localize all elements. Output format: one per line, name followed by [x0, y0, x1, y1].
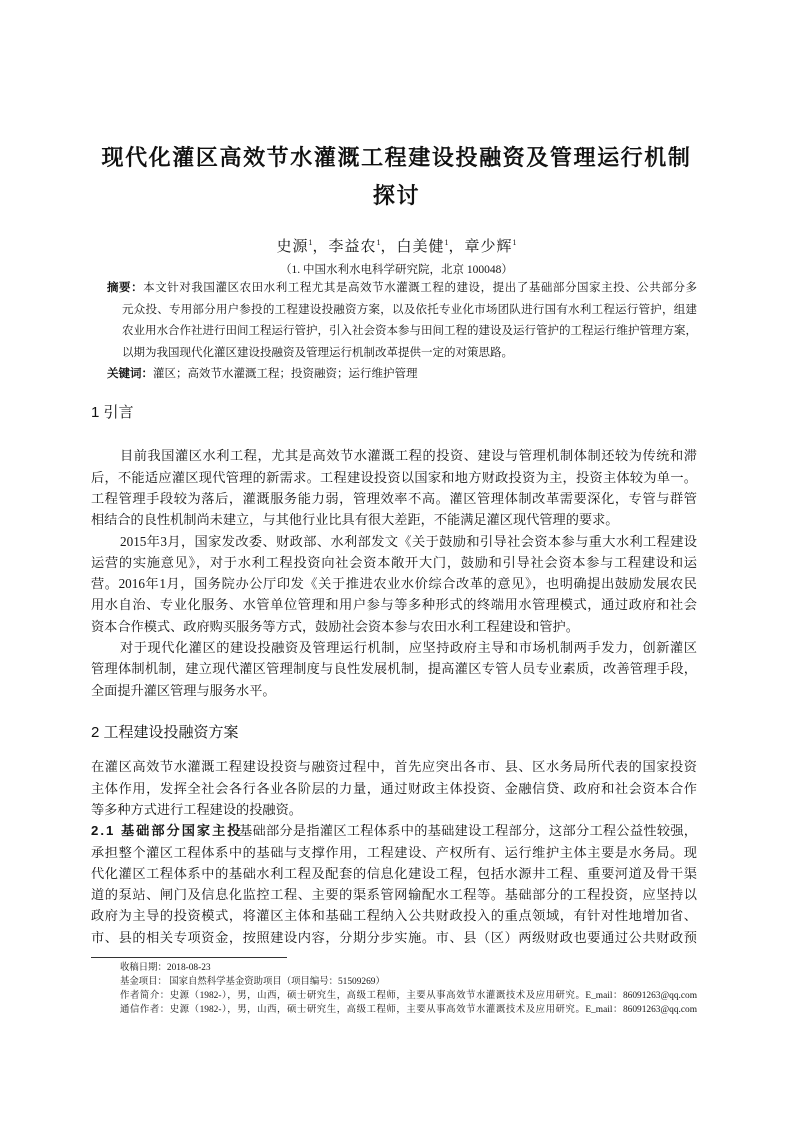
footnote-funding: 基金项目： 国家自然科学基金资助项目（项目编号：51509269）	[120, 977, 385, 987]
body-line: 基础部分是指灌区工程体系中的基础建设工程部分，这部分工程公益性较强，	[239, 823, 697, 839]
section-2-body	[91, 756, 697, 948]
abstract-line: 元众投、专用部分用户参投的工程建设投融资方案，以及依托专业化市场团队进行国有水利工程运行管护，组建	[122, 303, 697, 316]
footnote-author-bio: 作者简介：史源（1982-），男，山西，硕士研究生，高级工程师，主要从事高效节水灌溉技术及应用研究。E_mail：86091263@qq.com	[120, 991, 697, 1001]
body-line: 管理体制机制，建立现代灌区管理制度与良性发展机制，提高灌区专管人员专业素质，改善管理手段，	[91, 661, 697, 677]
body-line: 承担整个灌区工程体系中的基础与支撑作用，工程建设、产权所有、运行维护主体主要是水务局。现	[91, 844, 697, 860]
keywords-text: 灌区；高效节水灌溉工程；投资融资；运行维护管理	[153, 368, 418, 380]
body-line: 主体作用，发挥全社会各行各业各阶层的力量，通过财政主体投资、金融信贷、政府和社会资本合作	[91, 780, 697, 796]
body-line: 用水自治、专业化服务、水管单位管理和用户参与等多种形式的终端用水管理模式，通过政府和社会	[91, 597, 697, 613]
footnotes	[120, 961, 697, 1017]
affiliation-mark: 1	[308, 238, 313, 247]
author-separator: ，	[448, 239, 465, 255]
body-line: 道的泵站、闸门及信息化监控工程、主要的渠系管网输配水工程等。基础部分的工程投资，应坚持以	[91, 887, 697, 903]
body-line: 对于现代化灌区的建设投融资及管理运行机制，应坚持政府主导和市场机制两手发力，创新灌区	[120, 640, 697, 656]
author-affiliation: （1. 中国水利水电科学研究院，北京 100048）	[280, 264, 513, 276]
title-line-2: 探讨	[372, 183, 421, 208]
paper-title	[0, 139, 793, 215]
section-heading: 2 工程建设投融资方案	[91, 724, 239, 741]
footnote-corresponding-author: 通信作者：史源（1982-），男，山西，硕士研究生，高级工程师，主要从事高效节水灌溉技术及应用研究。E_mail：86091263@qq.com	[120, 1005, 697, 1015]
body-line: 目前我国灌区水利工程，尤其是高效节水灌溉工程的投资、建设与管理机制体制还较为传统和滞	[120, 448, 697, 464]
body-line: 2015年3月，国家发改委、财政部、水利部发文《关于鼓励和引导社会资本参与重大水利工程建设	[120, 533, 697, 549]
keywords-line	[107, 364, 697, 386]
abstract-label: 摘要：	[107, 282, 144, 294]
affiliation-mark: 1	[512, 238, 517, 247]
author-name: 史源	[276, 239, 309, 255]
body-line: 营。2016年1月，国务院办公厅印发《关于推进农业水价综合改革的意见》，也明确提出鼓励发展农民	[91, 576, 697, 592]
body-line: 全面提升灌区管理与服务水平。	[91, 682, 276, 698]
body-line: 工程管理手段较为落后，灌溉服务能力弱，管理效率不高。灌区管理体制改革需要深化，专管与群管	[91, 490, 697, 506]
title-line-1: 现代化灌区高效节水灌溉工程建设投融资及管理运行机制	[101, 145, 692, 170]
body-line: 相结合的良性机制尚未建立，与其他行业比具有很大差距，不能满足灌区现代管理的要求。	[91, 512, 619, 528]
body-line: 在灌区高效节水灌溉工程建设投资与融资过程中，首先应突出各市、县、区水务局所代表的国家投资	[91, 759, 697, 775]
author-separator: ，	[312, 239, 329, 255]
subsection-heading: 2.1 基础部分国家主投	[91, 823, 243, 839]
author-name: 白美健	[396, 239, 445, 255]
footnote-divider	[91, 957, 287, 958]
subsection-first-line	[91, 820, 697, 841]
keywords-label: 关键词：	[107, 368, 153, 380]
abstract-line: 以期为我国现代化灌区建设投融资及管理运行机制改革提供一定的对策思路。	[122, 346, 513, 359]
body-line: 政府为主导的投资模式，将灌区主体和基础工程纳入公共财政投入的重点领域，有针对性地增加省、	[91, 908, 697, 924]
body-line: 市、县的相关专项资金，按照建设内容，分期分步实施。市、县（区）两级财政也要通过公共财政预	[91, 929, 697, 945]
author-name: 李益农	[328, 239, 377, 255]
section-heading: 1 引言	[91, 404, 134, 421]
body-line: 资本合作模式、政府购买服务等方式，鼓励社会资本参与农田水利工程建设和管护。	[91, 618, 579, 634]
abstract-line	[107, 278, 697, 300]
affiliation-mark: 1	[376, 238, 381, 247]
abstract-block	[107, 278, 697, 386]
affiliation-mark: 1	[444, 238, 449, 247]
body-line: 代化灌区工程体系中的基础水利工程及配套的信息化建设工程，包括水源井工程、重要河道及骨干渠	[91, 865, 697, 881]
author-separator: ，	[380, 239, 397, 255]
body-line: 后，不能适应灌区现代管理的新需求。工程建设投资以国家和地方财政投资为主，投资主体较为单一。	[91, 469, 697, 485]
section-1-body	[91, 445, 697, 701]
author-list	[0, 237, 793, 257]
body-line: 等多种方式进行工程建设的投融资。	[91, 801, 302, 817]
footnote-received-date: 收稿日期：2018-08-23	[120, 963, 211, 973]
author-name: 章少辉	[464, 239, 513, 255]
body-line: 运营的实施意见》，对于水利工程投资向社会资本敞开大门，鼓励和引导社会资本参与工程建设和运	[91, 554, 697, 570]
abstract-text: 本文针对我国灌区农田水利工程尤其是高效节水灌溉工程的建设，提出了基础部分国家主投、公共部分多	[143, 282, 697, 294]
abstract-line: 农业用水合作社进行田间工程运行管护，引入社会资本参与田间工程的建设及运行管护的工程运行维护管理方案，	[122, 325, 697, 337]
